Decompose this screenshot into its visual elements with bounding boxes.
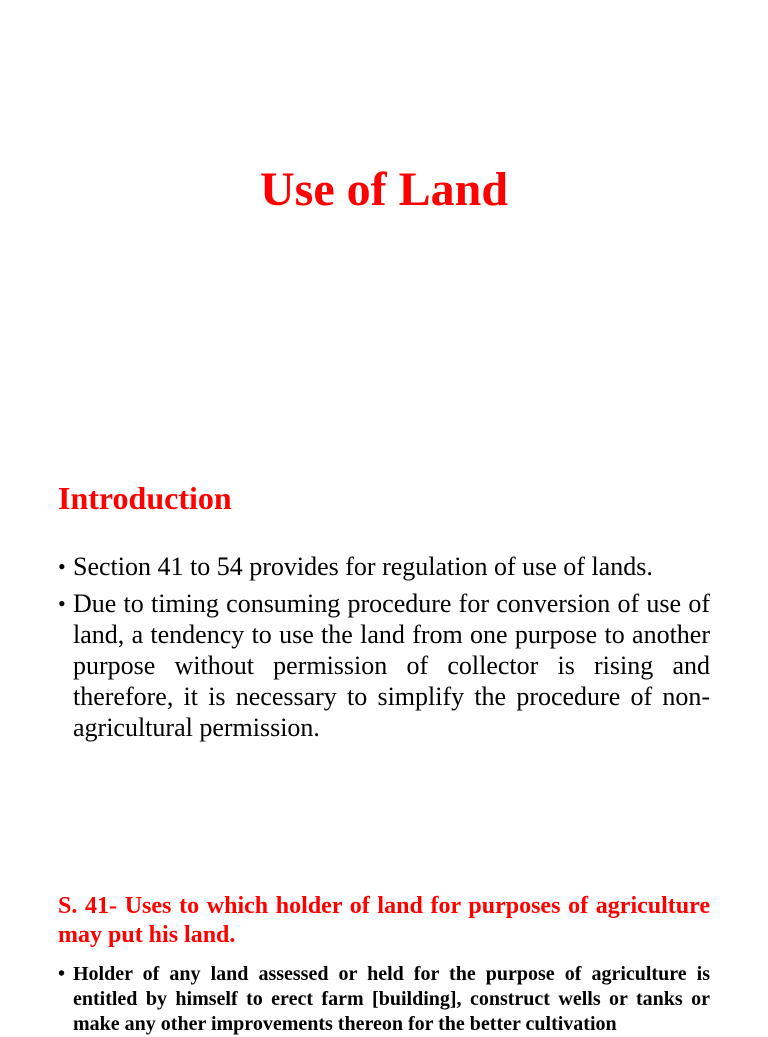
- list-item: • Section 41 to 54 provides for regulation of use of lands.: [58, 551, 710, 582]
- list-item: • Due to timing consuming procedure for conversion of use of land, a tendency to use the land from one purpose to another purpose without permission of collector is rising and therefore, it is necessary to simplify the procedure of non-agricultural permission.: [58, 588, 710, 743]
- introduction-heading: Introduction: [58, 480, 232, 516]
- section-41-heading: S. 41- Uses to which holder of land for purposes of agriculture may put his land.: [58, 893, 710, 948]
- document-title: Use of Land: [259, 163, 509, 216]
- introduction-bullet-list: [58, 551, 710, 749]
- list-item: • Holder of any land assessed or held for the purpose of agriculture is entitled by himself to erect farm [building], construct wells or tanks or make any other improvements thereon for the better cultivation: [58, 962, 710, 1037]
- section-41-bullet-list: [58, 962, 710, 1037]
